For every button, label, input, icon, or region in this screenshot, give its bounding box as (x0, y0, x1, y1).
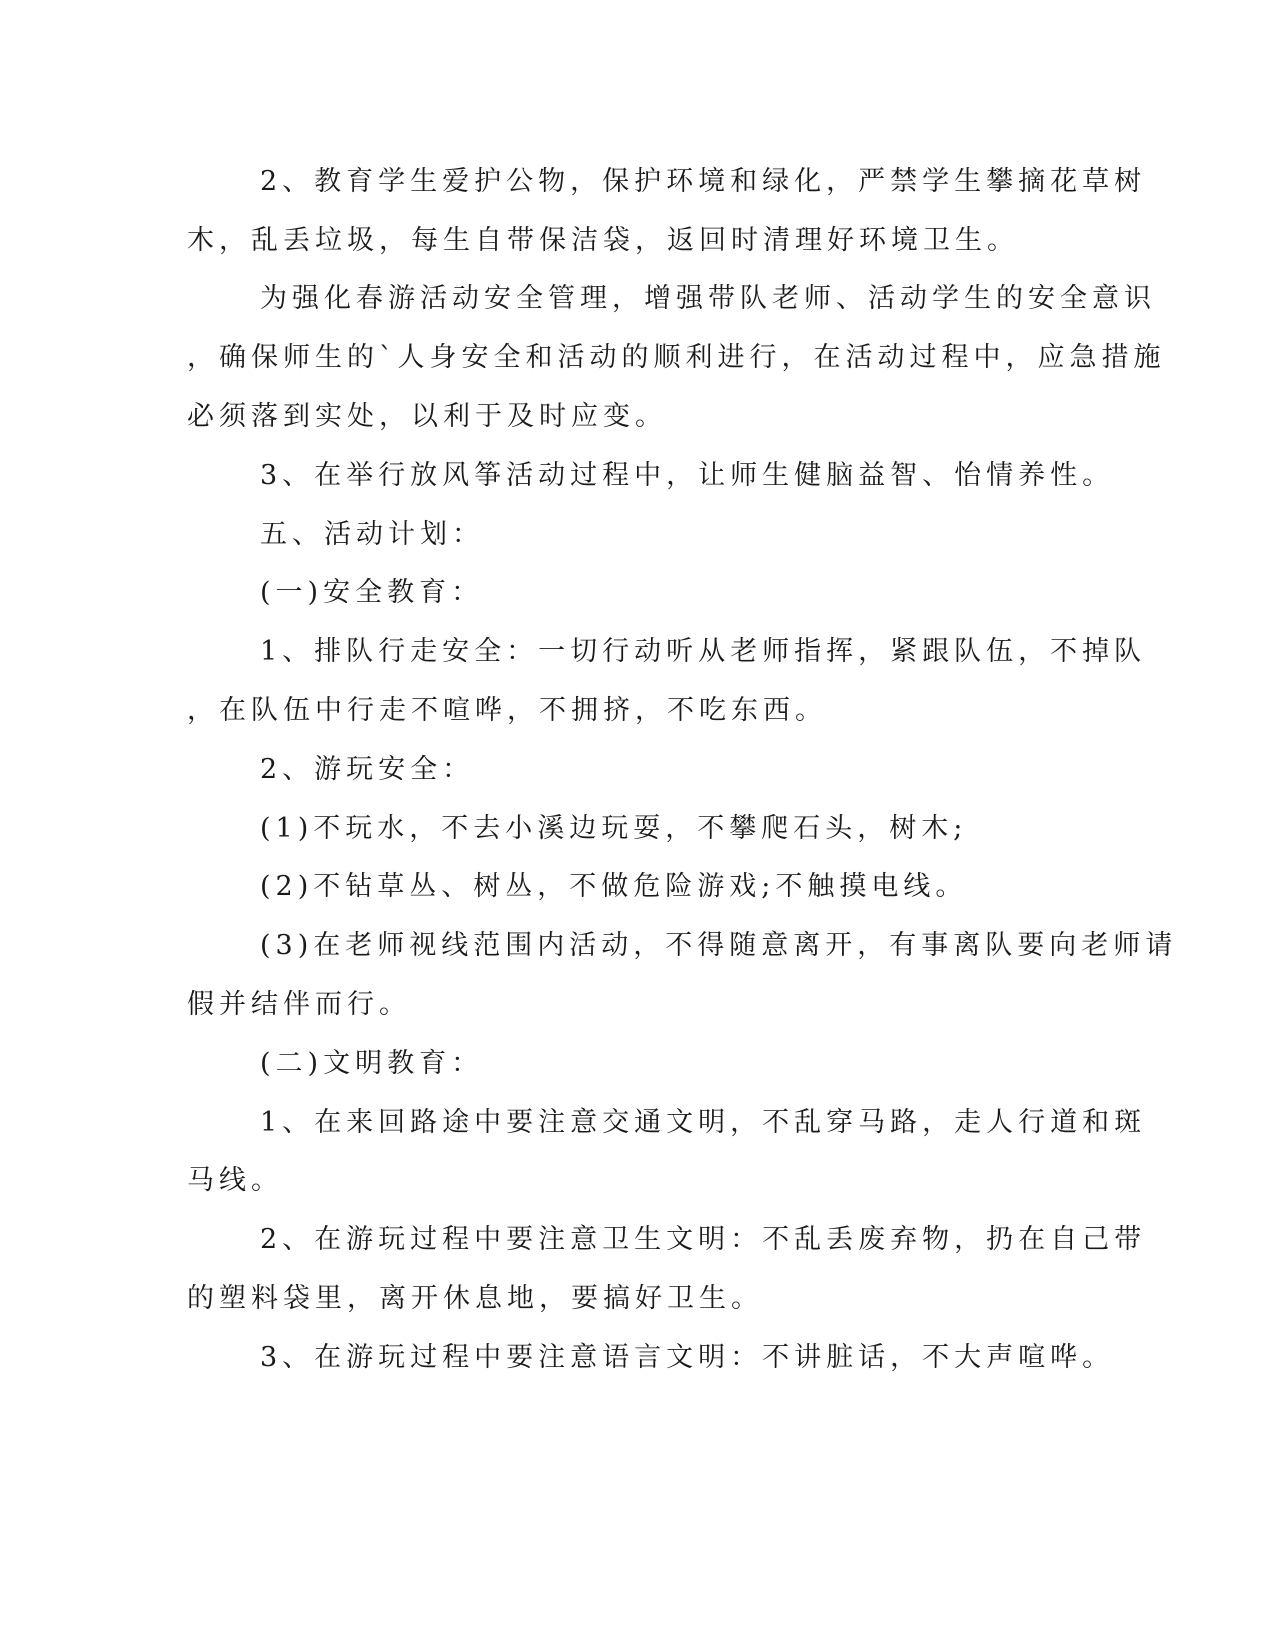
paragraph-line: (1)不玩水，不去小溪边玩耍，不攀爬石头，树木; (260, 813, 968, 844)
paragraph-line: 3、在游玩过程中要注意语言文明：不讲脏话，不大声喧哗。 (260, 1342, 1115, 1373)
section-heading: 五、活动计划： (260, 519, 484, 550)
paragraph-line: ，在队伍中行走不喧哗，不拥挤，不吃东西。 (187, 695, 827, 726)
paragraph-line: 假并结伴而行。 (187, 989, 411, 1020)
paragraph-line: (2)不钻草丛、树丛，不做危险游戏;不触摸电线。 (260, 871, 968, 902)
paragraph-line: 的塑料袋里，离开休息地，要搞好卫生。 (187, 1283, 763, 1314)
paragraph-line: 3、在举行放风筝活动过程中，让师生健脑益智、怡情养性。 (260, 460, 1115, 491)
paragraph-line: 马线。 (187, 1165, 283, 1196)
subsection-heading: (一)安全教育： (260, 577, 484, 608)
paragraph-line: (3)在老师视线范围内活动，不得随意离开，有事离队要向老师请 (260, 930, 1178, 961)
paragraph-line: 木，乱丢垃圾，每生自带保洁袋，返回时清理好环境卫生。 (187, 225, 1019, 256)
paragraph-line: 为强化春游活动安全管理，增强带队老师、活动学生的安全意识 (260, 283, 1156, 314)
paragraph-line: 2、教育学生爱护公物，保护环境和绿化，严禁学生攀摘花草树 (260, 166, 1147, 197)
paragraph-line: 1、排队行走安全：一切行动听从老师指挥，紧跟队伍，不掉队 (260, 636, 1147, 667)
paragraph-line: ，确保师生的`人身安全和活动的顺利进行，在活动过程中，应急措施 (187, 342, 1166, 373)
subsection-heading: (二)文明教育： (260, 1048, 484, 1079)
paragraph-line: 2、游玩安全： (260, 754, 475, 785)
paragraph-line: 1、在来回路途中要注意交通文明，不乱穿马路，走人行道和斑 (260, 1107, 1147, 1138)
paragraph-line: 必须落到实处，以利于及时应变。 (187, 401, 667, 432)
paragraph-line: 2、在游玩过程中要注意卫生文明：不乱丢废弃物，扔在自己带 (260, 1224, 1147, 1255)
